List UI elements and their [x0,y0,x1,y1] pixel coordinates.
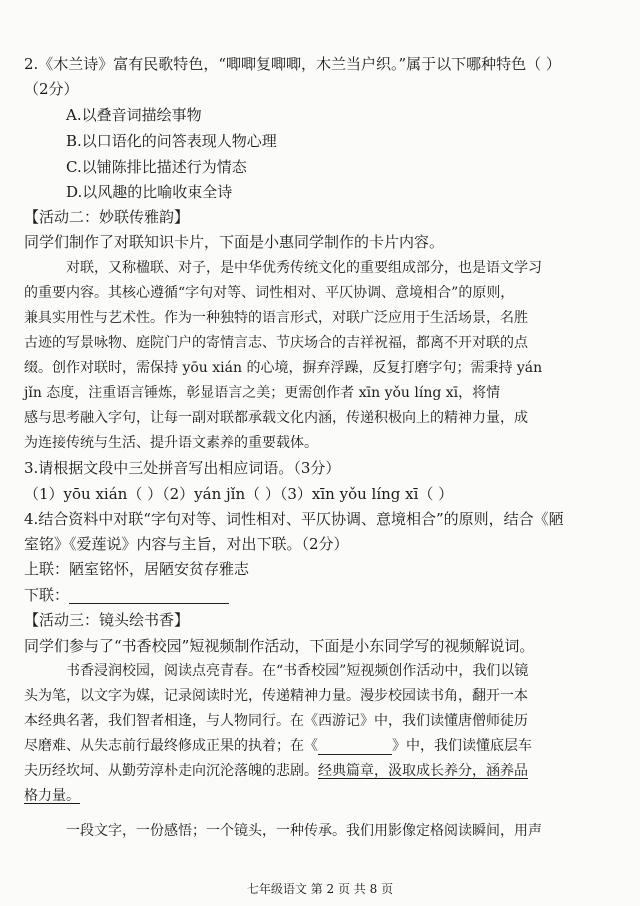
q2-option-a: A.以叠音词描绘事物 [66,106,202,124]
lower-couplet-label: 下联： [24,586,70,604]
lower-couplet-blank[interactable] [69,589,229,604]
script-line-3: 本经典名著，我们智者相逢，与人物同行。在《西游记》中，我们读懂唐僧师徒历 [24,713,528,729]
q2-option-c: C.以铺陈排比描述行为情态 [66,158,247,176]
activity2-intro: 同学们制作了对联知识卡片，下面是小惠同学制作的卡片内容。 [24,233,445,251]
card-line-2: 的重要内容。其核心遵循“字句对等、词性相对、平仄协调、意境相合”的原则， [24,285,515,301]
script-line-5-part-1: 夫历经坎坷、从勤劳淳朴走向沉沦落魄的悲剧。 [24,763,318,779]
q2-score: （2分） [24,80,79,98]
activity2-heading: 【活动二：妙联传雅韵】 [24,208,190,226]
script-line-1: 书香浸润校园，阅读点亮青春。在“书香校园”短视频创作活动中，我们以镜 [66,663,529,679]
card-line-4: 古迹的写景咏物、庭院门户的寄情言志、节庆场合的吉祥祝福，都离不开对联的点 [24,335,528,351]
script-para-2-line-1: 一段文字，一份感悟；一个镜头，一种传承。我们用影像定格阅读瞬间，用声 [66,823,542,839]
book-title-blank[interactable] [318,740,392,755]
activity3-heading: 【活动三：镜头绘书香】 [24,611,190,629]
card-line-8: 为连接传统与生活、提升语文素养的重要载体。 [24,435,318,451]
activity3-intro: 同学们参与了“书香校园”短视频制作活动，下面是小东同学写的视频解说词。 [24,637,535,655]
q2-option-b: B.以口语化的问答表现人物心理 [66,132,277,150]
q2-stem: 2.《木兰诗》富有民歌特色，“唧唧复唧唧，木兰当户织。”属于以下哪种特色（ ） [24,55,561,73]
q3-answer-line: （1）yōu xián（ ）（2）yán jǐn（ ）（3）xīn yǒu líng xī（ ） [24,485,454,503]
underlined-sentence-part-2: 格力量。 [24,788,80,804]
lower-couplet-row [24,586,229,604]
q4-line-2: 室铭》《爱莲说》内容与主旨，对出下联。（2分） [24,535,349,553]
q4-line-1: 4.结合资料中对联“字句对等、词性相对、平仄协调、意境相合”的原则，结合《陋 [24,510,564,528]
script-line-4-part-1: 尽磨难、从失志前行最终修成正果的执着；在《 [24,738,318,754]
script-line-2: 头为笔，以文字为媒，记录阅读时光，传递精神力量。漫步校园读书角，翻开一本 [24,688,528,704]
page-footer: 七年级语文 第 2 页 共 8 页 [246,882,394,896]
upper-couplet: 上联：陋室铭怀，居陋安贫存雅志 [24,560,250,578]
card-line-1: 对联，又称楹联、对子，是中华优秀传统文化的重要组成部分，也是语文学习 [66,260,542,276]
script-line-4 [24,737,532,755]
script-line-6 [24,787,80,805]
q3-stem: 3.请根据文段中三处拼音写出相应词语。（3分） [24,459,341,477]
card-line-3: 兼具实用性与艺术性。作为一种独特的语言形式，对联广泛应用于生活场景，名胜 [24,310,528,326]
card-line-7: 感与思考融入字句，让每一副对联都承载文化内涵，传递积极向上的精神力量，成 [24,410,528,426]
card-line-6: jǐn 态度，注重语言锤炼，彰显语言之美；更需创作者 xīn yǒu líng xī，将情 [24,385,501,401]
q2-option-d: D.以风趣的比喻收束全诗 [66,183,233,201]
script-line-4-part-2: 》中，我们读懂底层车 [392,738,532,754]
card-line-5: 缀。创作对联时，需保持 yōu xián 的心境，摒弃浮躁，反复打磨字句；需秉持 yán [24,360,543,376]
script-line-5 [24,762,528,780]
underlined-sentence-part-1: 经典篇章，汲取成长养分，涵养品 [318,763,528,779]
